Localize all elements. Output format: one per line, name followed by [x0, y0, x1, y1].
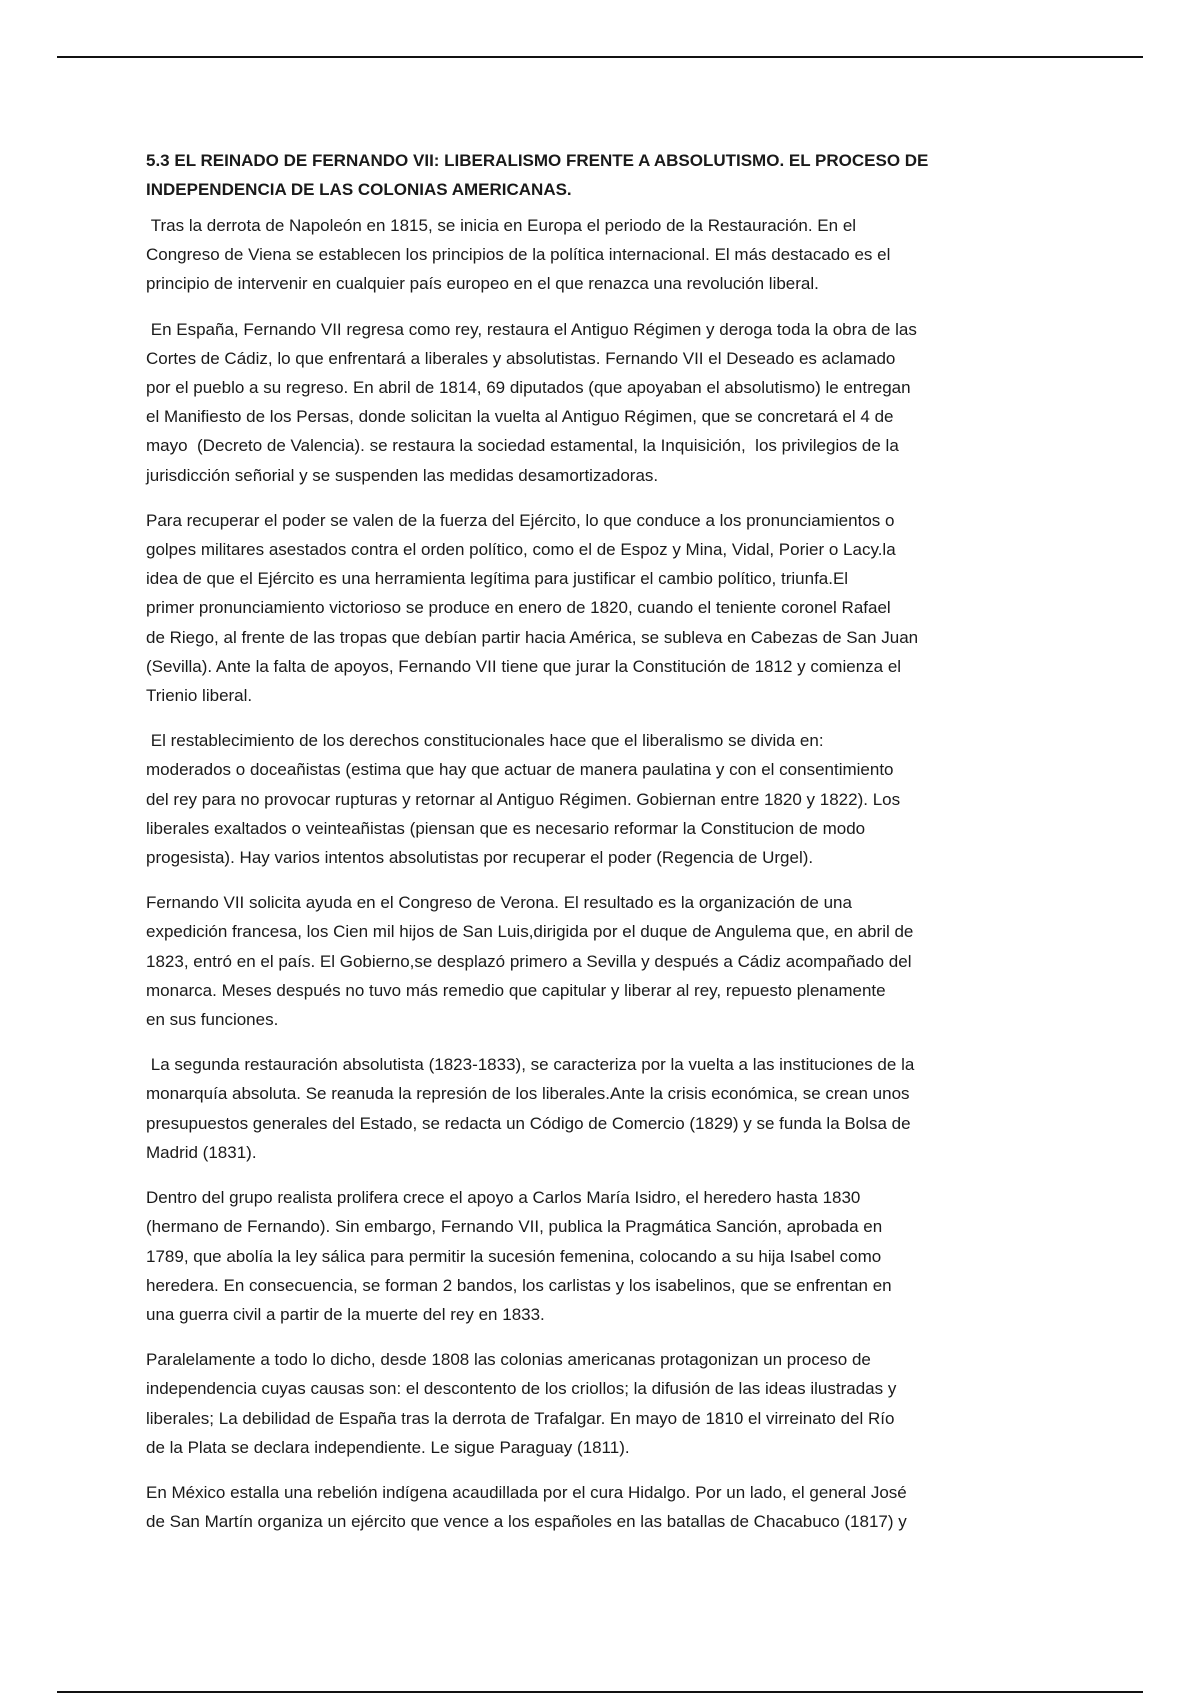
- text-line: Trienio liberal.: [146, 686, 253, 706]
- text-line: idea de que el Ejército es una herramienta legítima para justificar el cambio político, triunfa.El: [146, 569, 849, 589]
- heading-line: INDEPENDENCIA DE LAS COLONIAS AMERICANAS.: [146, 180, 572, 199]
- paragraph: [146, 1478, 1066, 1536]
- text-line: de la Plata se declara independiente. Le sigue Paraguay (1811).: [146, 1437, 630, 1457]
- text-line: El restablecimiento de los derechos constitucionales hace que el liberalismo se divida en:: [146, 731, 824, 751]
- paragraph: [146, 506, 1066, 710]
- text-line: liberales; La debilidad de España tras la derrota de Trafalgar. En mayo de 1810 el virreinato del Río: [146, 1408, 895, 1428]
- text-line: En España, Fernando VII regresa como rey, restaura el Antiguo Régimen y deroga toda la obra de las: [146, 319, 917, 339]
- paragraph: [146, 726, 1066, 872]
- heading-line: 5.3 EL REINADO DE FERNANDO VII: LIBERALISMO FRENTE A ABSOLUTISMO. EL PROCESO DE: [146, 151, 929, 170]
- text-line: de Riego, al frente de las tropas que debían partir hacia América, se subleva en Cabezas de San Juan: [146, 627, 919, 647]
- text-line: progesista). Hay varios intentos absolutistas por recuperar el poder (Regencia de Urgel).: [146, 848, 814, 868]
- text-line: 1789, que abolía la ley sálica para permitir la sucesión femenina, colocando a su hija Isabel como: [146, 1246, 882, 1266]
- text-line: expedición francesa, los Cien mil hijos de San Luis,dirigida por el duque de Angulema que, en abril de: [146, 922, 914, 942]
- paragraph: [146, 1183, 1066, 1329]
- text-line: La segunda restauración absolutista (1823-1833), se caracteriza por la vuelta a las instituciones de la: [146, 1055, 915, 1075]
- text-line: del rey para no provocar rupturas y retornar al Antiguo Régimen. Gobiernan entre 1820 y 1822). Los: [146, 789, 901, 809]
- text-line: (hermano de Fernando). Sin embargo, Fernando VII, publica la Pragmática Sanción, aprobada en: [146, 1217, 883, 1237]
- text-line: liberales exaltados o veinteañistas (piensan que es necesario reformar la Constitucion de modo: [146, 818, 866, 838]
- text-line: golpes militares asestados contra el orden político, como el de Espoz y Mina, Vidal, Porier o Lacy.la: [146, 540, 896, 560]
- text-line: presupuestos generales del Estado, se redacta un Código de Comercio (1829) y se funda la Bolsa de: [146, 1113, 911, 1133]
- text-line: monarquía absoluta. Se reanuda la represión de los liberales.Ante la crisis económica, se crean unos: [146, 1084, 910, 1104]
- document-body: [146, 146, 1066, 1552]
- text-line: Madrid (1831).: [146, 1142, 257, 1162]
- paragraph-list: [146, 211, 1066, 1536]
- text-line: principio de intervenir en cualquier país europeo en el que renazca una revolución liberal.: [146, 274, 819, 294]
- text-line: primer pronunciamiento victorioso se produce en enero de 1820, cuando el teniente coronel Rafael: [146, 598, 891, 618]
- paragraph: [146, 1345, 1066, 1462]
- paragraph: [146, 1050, 1066, 1167]
- text-line: heredera. En consecuencia, se forman 2 bandos, los carlistas y los isabelinos, que se enfrentan en: [146, 1275, 892, 1295]
- text-line: Tras la derrota de Napoleón en 1815, se inicia en Europa el periodo de la Restauración. En el: [146, 216, 857, 235]
- text-line: Para recuperar el poder se valen de la fuerza del Ejército, lo que conduce a los pronunciamientos o: [146, 510, 895, 530]
- text-line: Cortes de Cádiz, lo que enfrentará a liberales y absolutistas. Fernando VII el Deseado es aclamado: [146, 348, 896, 368]
- text-line: Congreso de Viena se establecen los principios de la política internacional. El más destacado es el: [146, 245, 891, 265]
- text-line: Dentro del grupo realista prolifera crece el apoyo a Carlos María Isidro, el heredero hasta 1830: [146, 1188, 861, 1208]
- text-line: el Manifiesto de los Persas, donde solicitan la vuelta al Antiguo Régimen, que se concretará el 4 de: [146, 407, 894, 427]
- paragraph: [146, 888, 1066, 1034]
- text-line: En México estalla una rebelión indígena acaudillada por el cura Hidalgo. Por un lado, el general José: [146, 1482, 907, 1502]
- text-line: independencia cuyas causas son: el descontento de los criollos; la difusión de las ideas ilustradas y: [146, 1379, 897, 1399]
- text-line: en sus funciones.: [146, 1010, 279, 1030]
- footer-rule: [57, 1691, 1143, 1693]
- text-line: jurisdicción señorial y se suspenden las medidas desamortizadoras.: [146, 465, 659, 485]
- document-heading: [146, 146, 1066, 204]
- text-line: mayo (Decreto de Valencia). se restaura la sociedad estamental, la Inquisición, los privilegios de la: [146, 436, 899, 456]
- text-line: por el pueblo a su regreso. En abril de 1814, 69 diputados (que apoyaban el absolutismo) le entregan: [146, 378, 911, 398]
- text-line: Fernando VII solicita ayuda en el Congreso de Verona. El resultado es la organización de una: [146, 893, 852, 913]
- paragraph: [146, 211, 1066, 299]
- text-line: monarca. Meses después no tuvo más remedio que capitular y liberar al rey, repuesto plenamente: [146, 980, 886, 1000]
- text-line: una guerra civil a partir de la muerte del rey en 1833.: [146, 1304, 545, 1324]
- text-line: 1823, entró en el país. El Gobierno,se desplazó primero a Sevilla y después a Cádiz acompañado del: [146, 951, 912, 971]
- header-rule: [57, 56, 1143, 58]
- text-line: Paralelamente a todo lo dicho, desde 1808 las colonias americanas protagonizan un proceso de: [146, 1350, 871, 1370]
- text-line: (Sevilla). Ante la falta de apoyos, Fernando VII tiene que jurar la Constitución de 1812 y comienza el: [146, 656, 902, 676]
- text-line: de San Martín organiza un ejército que vence a los españoles en las batallas de Chacabuco (1817) y: [146, 1512, 907, 1532]
- text-line: moderados o doceañistas (estima que hay que actuar de manera paulatina y con el consentimiento: [146, 760, 894, 780]
- paragraph: [146, 315, 1066, 490]
